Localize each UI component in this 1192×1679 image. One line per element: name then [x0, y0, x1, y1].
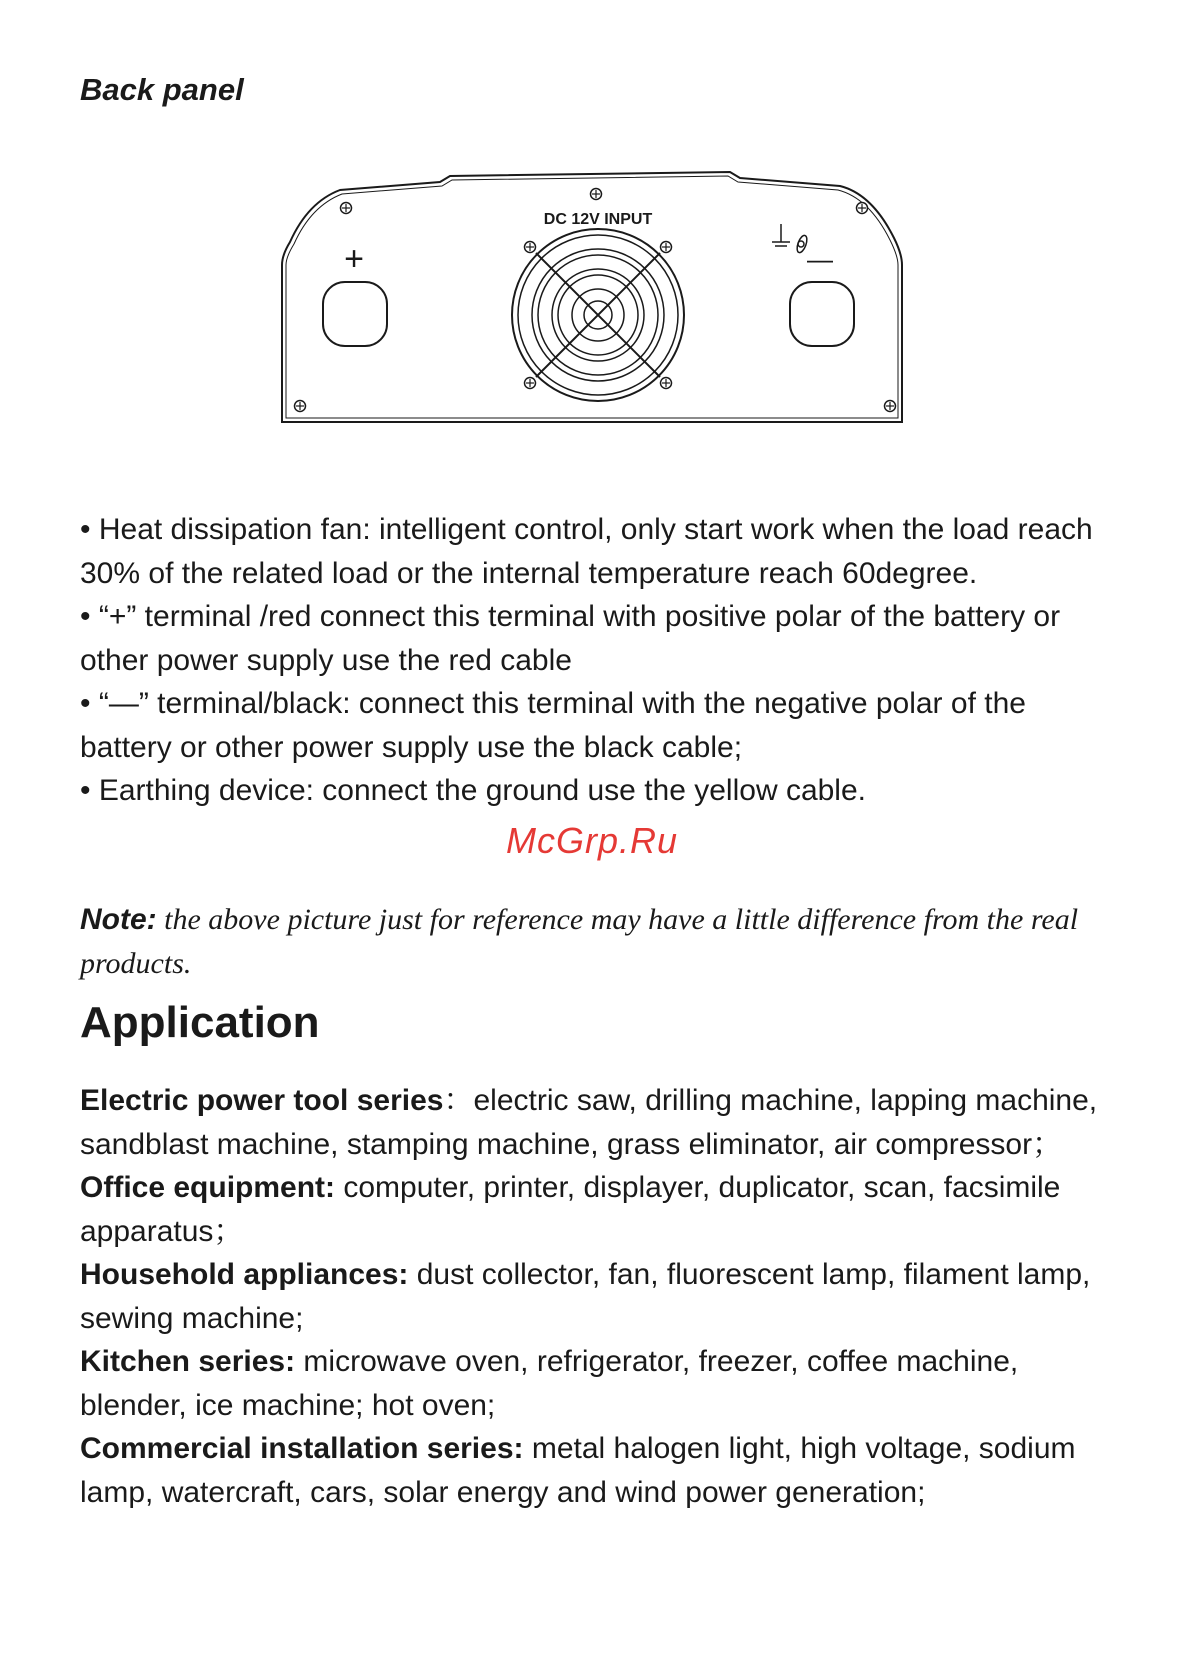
application-item-text: ：electric saw, drilling machine, lapping machine, sandblast machine, stamping machine, grass eliminator, air compressor；: [80, 1084, 1098, 1161]
watermark: McGrp.Ru: [506, 820, 679, 861]
section-title: Back panel: [80, 72, 244, 107]
application-item-label: Kitchen series:: [80, 1345, 296, 1378]
plus-terminal-symbol: +: [344, 240, 364, 278]
application-item-label: Household appliances:: [80, 1258, 409, 1291]
application-item-text: computer, printer, displayer, duplicator, scan, facsimile apparatus；: [80, 1171, 1061, 1248]
note: [80, 898, 1120, 985]
input-label: DC 12V INPUT: [543, 211, 653, 228]
ground-icon: [772, 224, 809, 254]
application-item-label: Office equipment:: [80, 1171, 336, 1204]
application-item: [80, 1427, 1120, 1514]
application-item-text: microwave oven, refrigerator, freezer, coffee machine, blender, ice machine; hot oven;: [80, 1345, 1019, 1422]
application-item-label: Commercial installation series:: [80, 1432, 524, 1465]
application-item: [80, 1166, 1120, 1253]
back-panel-diagram: [270, 160, 920, 430]
application-item-label: Electric power tool series: [80, 1084, 444, 1117]
bullet-earthing: • Earthing device: connect the ground use the yellow cable.: [80, 774, 866, 807]
application-item-text: dust collector, fan, fluorescent lamp, filament lamp, sewing machine;: [80, 1258, 1091, 1335]
bullet-minus-terminal: • “—” terminal/black: connect this terminal with the negative polar of the battery or other power supply use the black cable;: [80, 687, 1026, 764]
application-item: [80, 1079, 1120, 1166]
minus-terminal-symbol: —: [807, 244, 833, 274]
bullet-fan: • Heat dissipation fan: intelligent control, only start work when the load reach 30% of the related load or the internal temperature reach 60degree.: [80, 513, 1093, 590]
bullet-plus-terminal: • “+” terminal /red connect this terminal with positive polar of the battery or other power supply use the red cable: [80, 600, 1061, 677]
minus-terminal: [790, 282, 854, 346]
application-list: [80, 1079, 1120, 1514]
plus-terminal: [323, 282, 387, 346]
application-heading: Application: [80, 998, 320, 1047]
application-item: [80, 1253, 1120, 1340]
note-label: Note:: [80, 903, 157, 936]
feature-bullets: [80, 508, 1120, 813]
fan-grille-icon: [512, 229, 684, 401]
application-item-text: metal halogen light, high voltage, sodium lamp, watercraft, cars, solar energy and wind power generation;: [80, 1432, 1076, 1509]
application-item: [80, 1340, 1120, 1427]
note-text: the above picture just for reference may have a little difference from the real products.: [80, 903, 1079, 980]
